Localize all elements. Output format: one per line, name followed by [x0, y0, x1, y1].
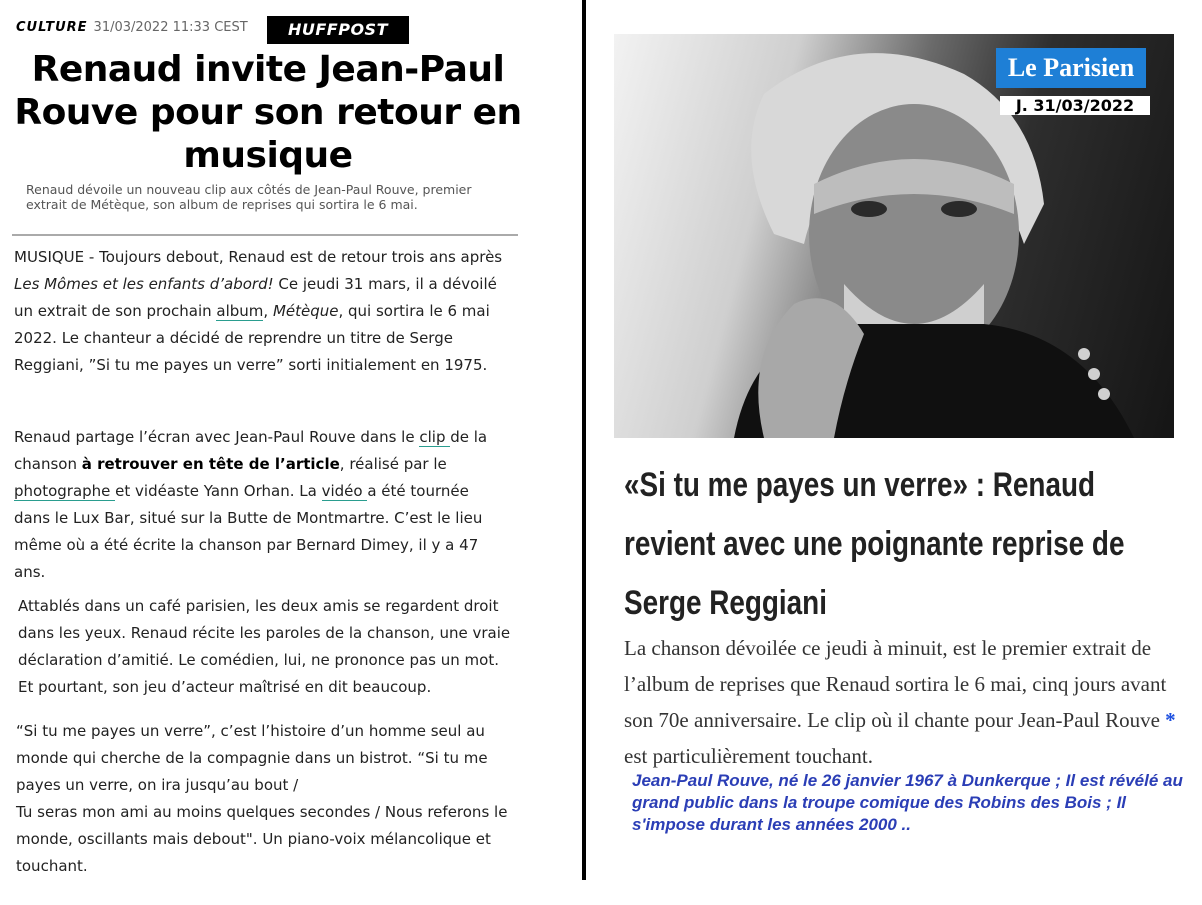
renaud-portrait-photo: [614, 34, 1174, 438]
p2-bold: à retrouver en tête de l’article: [81, 455, 340, 473]
p1-text: Ce jeudi 31 mars, il a dévoilé un extrait de son prochain: [14, 275, 497, 320]
parisien-body: [624, 630, 1194, 774]
parisien-headline: «Si tu me payes un verre» : Renaud revient avec une poignante reprise de Serge Reggiani: [624, 466, 1125, 622]
parisien-body-text: La chanson dévoilée ce jeudi à minuit, est le premier extrait de l’album de reprises que Renaud sortira le 6 mai, cinq jours avant son 70e anniversaire. Le clip où il chante pour Jean-Paul Rouve: [624, 636, 1167, 732]
p2-text: et vidéaste Yann Orhan. La: [115, 482, 322, 500]
album-title-previous: Les Mômes et les enfants d’abord!: [14, 275, 274, 293]
parisien-body-end: est particulièrement touchant.: [624, 744, 873, 768]
le-parisien-logo: Le Parisien: [996, 48, 1146, 88]
album-link[interactable]: album: [216, 302, 264, 320]
paragraph-4: “Si tu me payes un verre”, c’est l’histoire d’un homme seul au monde qui cherche de la compagnie dans un bistrot. “Si tu me payes un verre, on ira jusqu’au bout /: [16, 722, 488, 794]
p2-text: a été tournée dans le Lux Bar, situé sur la Butte de Montmartre. C’est le lieu même où a été écrite la chanson par Bernard Dimey, il y a 47 ans.: [14, 482, 483, 581]
album-title: Métèque: [272, 302, 339, 320]
rouve-footnote: Jean-Paul Rouve, né le 26 janvier 1967 à Dunkerque ; Il est révélé au grand public dans la troupe comique des Robins des Bois ; Il s'impose durant les années 2000 ..: [632, 771, 1183, 834]
portrait-illustration: [614, 34, 1174, 438]
photographe-link[interactable]: photographe: [14, 482, 116, 500]
paragraph-1: [14, 244, 506, 379]
article-datetime: 31/03/2022 11:33 CEST: [93, 20, 248, 35]
p1-text: MUSIQUE - Toujours debout, Renaud est de retour trois ans après: [14, 248, 503, 266]
huffpost-article: [0, 0, 578, 905]
p2-text: Renaud partage l’écran avec Jean-Paul Rouve dans le: [14, 428, 420, 446]
huffpost-logo: HUFFPOST: [267, 16, 409, 44]
p2-text: , réalisé par le: [339, 455, 447, 473]
paragraph-5: Tu seras mon ami au moins quelques secondes / Nous referons le monde, oscillants mais debout". Un piano-voix mélancolique et touchant.: [16, 803, 508, 875]
p1-text: ,: [263, 302, 273, 320]
column-divider: [582, 0, 586, 880]
huffpost-headline: Renaud invite Jean-Paul Rouve pour son retour en musique: [14, 49, 522, 176]
parisien-article: [590, 0, 1202, 905]
section-label[interactable]: CULTURE: [16, 20, 88, 35]
article-meta: [16, 20, 248, 35]
header-divider: [12, 234, 518, 236]
clip-link[interactable]: clip: [419, 428, 451, 446]
p2-text: de la chanson: [14, 428, 488, 473]
parisien-date: J. 31/03/2022: [1000, 96, 1150, 115]
huffpost-subhead: Renaud dévoile un nouveau clip aux côtés de Jean-Paul Rouve, premier extrait de Métèque, son album de reprises qui sortira le 6 mai.: [26, 182, 472, 212]
asterisk-marker: *: [1165, 708, 1176, 732]
video-link[interactable]: vidéo: [321, 482, 368, 500]
paragraph-3: Attablés dans un café parisien, les deux amis se regardent droit dans les yeux. Renaud récite les paroles de la chanson, une vraie déclaration d’amitié. Le comédien, lui, ne prononce pas un mot. Et pourtant, son jeu d’acteur maîtrisé en dit beaucoup.: [18, 597, 511, 696]
paragraph-2: [14, 424, 506, 586]
p1-text: , qui sortira le 6 mai 2022. Le chanteur a décidé de reprendre un titre de Serge Reggiani, ”Si tu me payes un verre” sorti initialement en 1975.: [14, 302, 490, 374]
